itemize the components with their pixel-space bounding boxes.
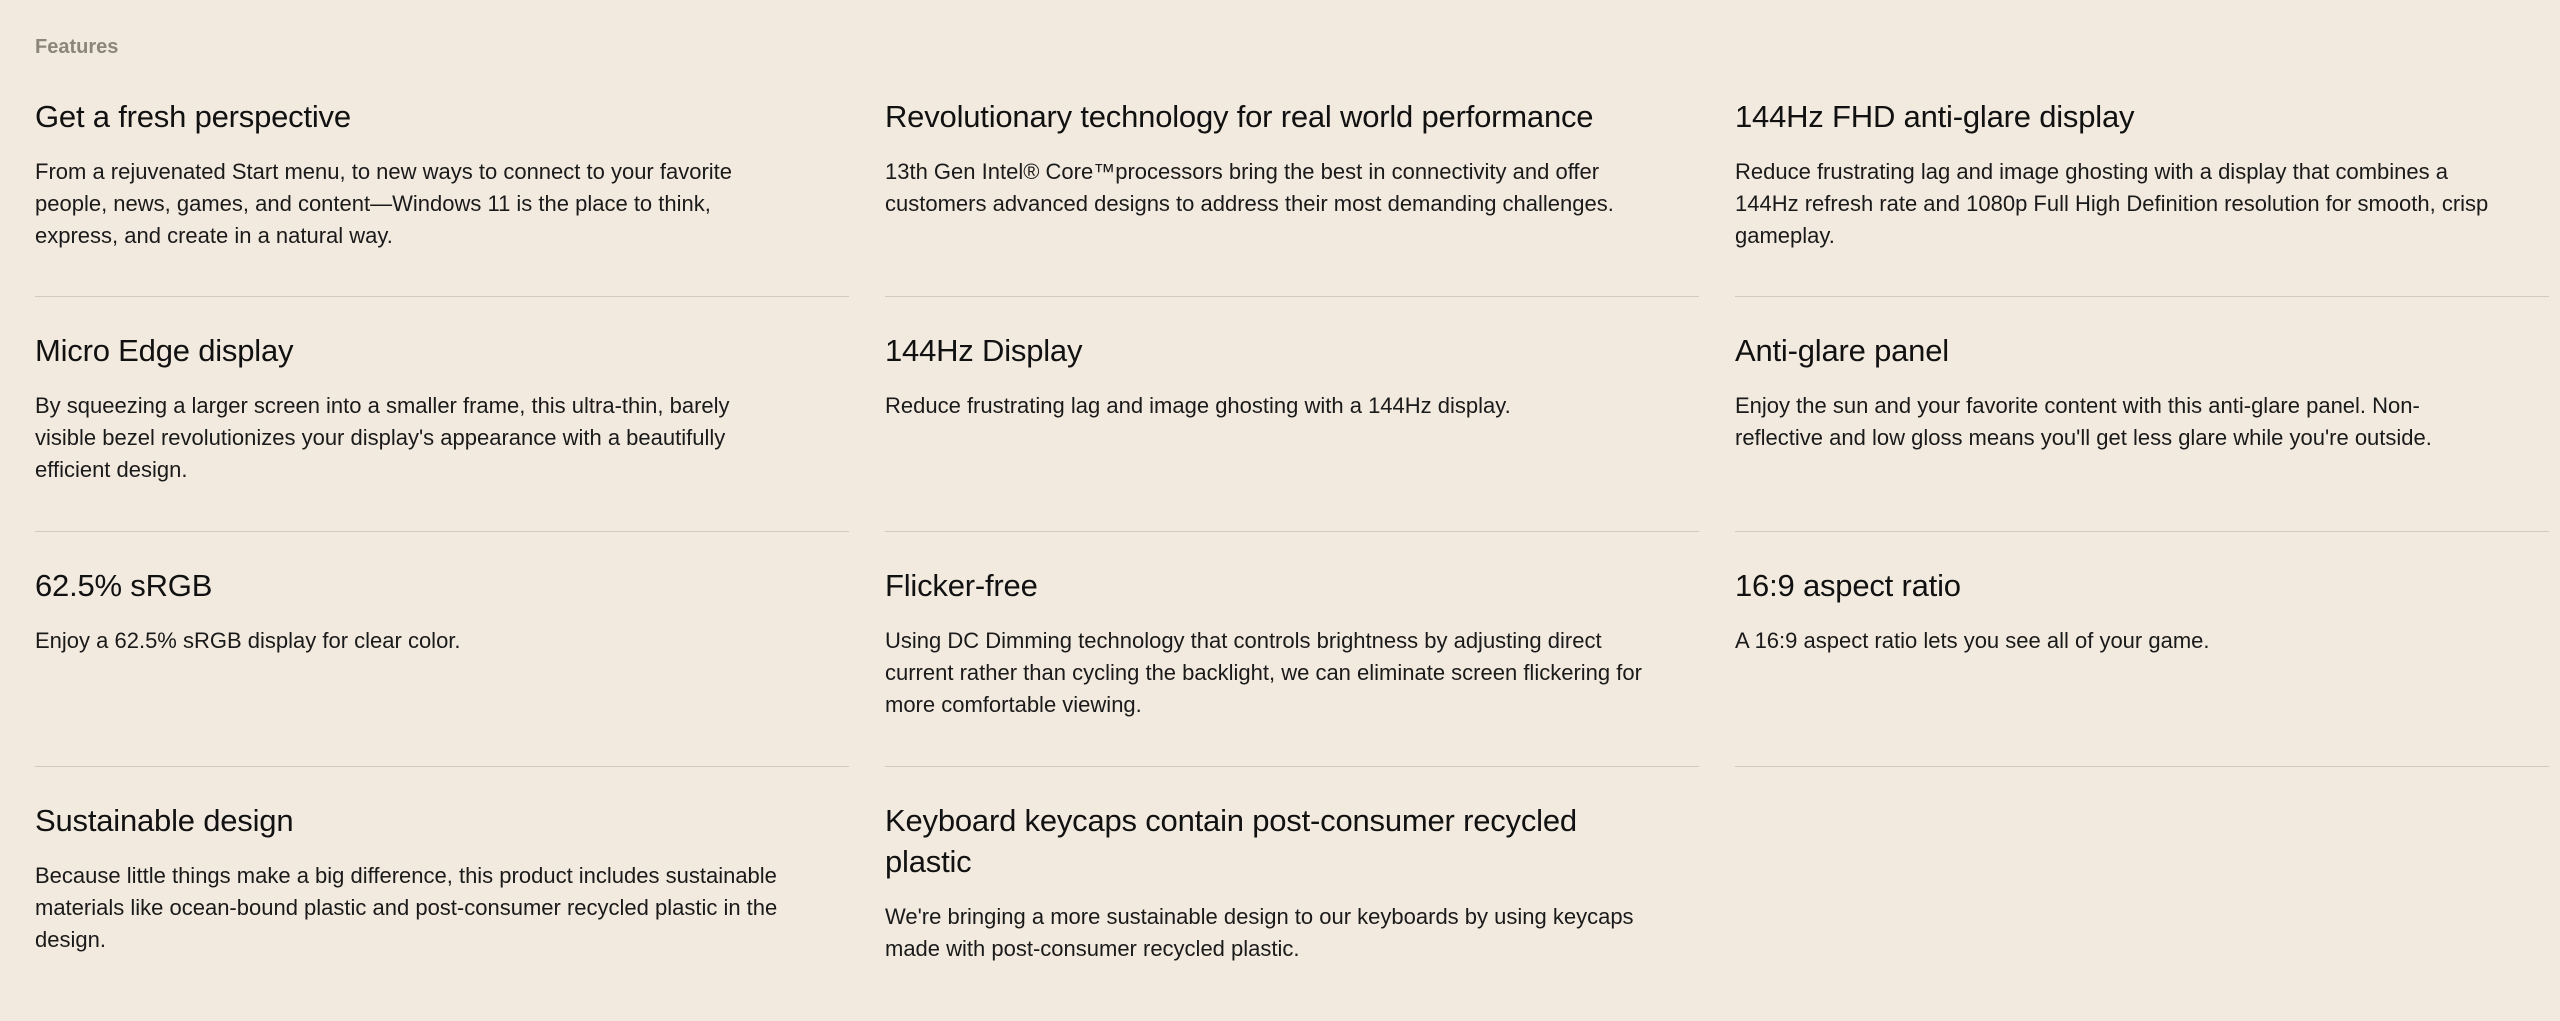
- feature-card: [885, 767, 1699, 1002]
- empty-feature-slot: [1735, 767, 2549, 1002]
- feature-card: [885, 297, 1699, 532]
- feature-title: 144Hz FHD anti-glare display: [1735, 99, 2135, 134]
- features-grid: [35, 96, 2547, 1002]
- feature-card: [35, 96, 849, 297]
- feature-title: Revolutionary technology for real world performance: [885, 99, 1594, 134]
- feature-card: [1735, 532, 2549, 767]
- feature-card: [35, 767, 849, 1002]
- feature-description: 13th Gen Intel® Core™processors bring the best in connectivity and offer customers advanced designs to address their most demanding challenges.: [885, 159, 1614, 216]
- feature-description: Enjoy the sun and your favorite content with this anti-glare panel. Non-reflective and low gloss means you'll get less glare while you're outside.: [1735, 393, 2432, 450]
- feature-description: A 16:9 aspect ratio lets you see all of your game.: [1735, 628, 2210, 653]
- feature-description: Reduce frustrating lag and image ghosting with a display that combines a 144Hz refresh rate and 1080p Full High Definition resolution for smooth, crisp gameplay.: [1735, 159, 2489, 248]
- feature-title: Sustainable design: [35, 803, 294, 838]
- feature-card: [885, 96, 1699, 297]
- feature-description: By squeezing a larger screen into a smaller frame, this ultra-thin, barely visible bezel revolutionizes your display's appearance with a beautifully efficient design.: [35, 393, 730, 482]
- feature-card: [35, 532, 849, 767]
- feature-card: [35, 297, 849, 532]
- feature-description: From a rejuvenated Start menu, to new ways to connect to your favorite people, news, games, and content—Windows 11 is the place to think, express, and create in a natural way.: [35, 159, 733, 248]
- feature-card: [1735, 96, 2549, 297]
- feature-title: 144Hz Display: [885, 333, 1083, 368]
- feature-description: Reduce frustrating lag and image ghosting with a 144Hz display.: [885, 393, 1511, 418]
- feature-title: 16:9 aspect ratio: [1735, 568, 1961, 603]
- feature-title: Flicker-free: [885, 568, 1038, 603]
- feature-card: [1735, 297, 2549, 532]
- section-label: Features: [35, 36, 119, 58]
- feature-title: Micro Edge display: [35, 333, 294, 368]
- feature-description: We're bringing a more sustainable design to our keyboards by using keycaps made with post-consumer recycled plastic.: [885, 904, 1634, 961]
- feature-title: Get a fresh perspective: [35, 99, 351, 134]
- feature-description: Using DC Dimming technology that controls brightness by adjusting direct current rather than cycling the backlight, we can eliminate screen flickering for more comfortable viewing.: [885, 628, 1642, 717]
- feature-title: Keyboard keycaps contain post-consumer recycled plastic: [885, 803, 1577, 879]
- feature-description: Because little things make a big difference, this product includes sustainable materials like ocean-bound plastic and post-consumer recycled plastic in the design.: [35, 863, 778, 952]
- feature-card: [885, 532, 1699, 767]
- feature-description: Enjoy a 62.5% sRGB display for clear color.: [35, 628, 461, 653]
- feature-title: Anti-glare panel: [1735, 333, 1949, 368]
- feature-title: 62.5% sRGB: [35, 568, 213, 603]
